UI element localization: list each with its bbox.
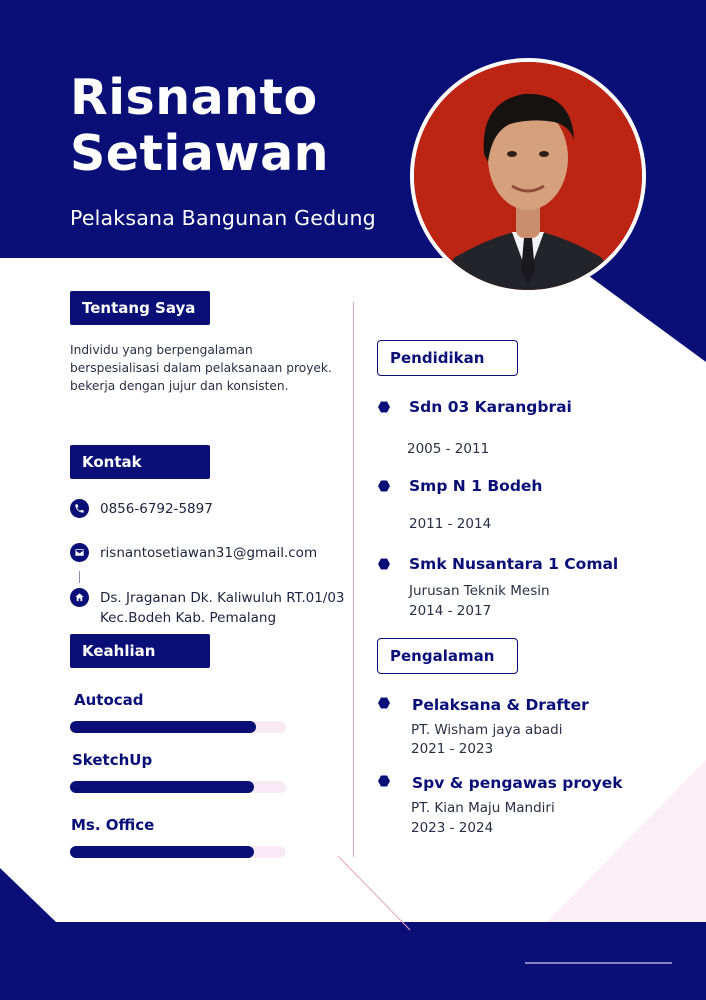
job-title: Pelaksana Bangunan Gedung bbox=[70, 206, 376, 230]
experience-company: PT. Wisham jaya abadi bbox=[411, 722, 563, 738]
contact-phone bbox=[70, 499, 213, 519]
education-years: 2014 - 2017 bbox=[409, 603, 492, 619]
hexagon-bullet-icon bbox=[378, 401, 390, 413]
column-divider bbox=[353, 302, 354, 857]
address-line: Kec.Bodeh Kab. Pemalang bbox=[100, 610, 277, 626]
mail-icon bbox=[70, 543, 89, 562]
address-line: Ds. Jraganan Dk. Kaliwuluh RT.01/03 bbox=[100, 590, 345, 606]
education-school: Sdn 03 Karangbrai bbox=[409, 398, 572, 416]
experience-company: PT. Kian Maju Mandiri bbox=[411, 800, 555, 816]
skill-name: SketchUp bbox=[72, 751, 153, 769]
phone-number: 0856-6792-5897 bbox=[100, 501, 213, 517]
about-line: Individu yang berpengalaman bbox=[70, 343, 253, 357]
about-heading: Tentang Saya bbox=[70, 291, 210, 325]
address-text bbox=[100, 588, 345, 628]
contact-address bbox=[70, 588, 345, 628]
hexagon-bullet-icon bbox=[378, 697, 390, 709]
skill-bar-fill bbox=[70, 781, 254, 793]
phone-icon bbox=[70, 499, 89, 518]
skill-bar-fill bbox=[70, 721, 256, 733]
experience-years: 2021 - 2023 bbox=[411, 741, 494, 757]
skills-heading: Keahlian bbox=[70, 634, 210, 668]
experience-heading: Pengalaman bbox=[377, 638, 518, 674]
first-name: Risnanto bbox=[70, 69, 318, 126]
skill-bar-track bbox=[70, 846, 286, 858]
experience-years: 2023 - 2024 bbox=[411, 820, 494, 836]
skill-bar-fill bbox=[70, 846, 254, 858]
education-school: Smk Nusantara 1 Comal bbox=[409, 555, 619, 573]
hexagon-bullet-icon bbox=[378, 775, 390, 787]
experience-role: Pelaksana & Drafter bbox=[412, 696, 589, 714]
about-line: berspesialisasi dalam pelaksanaan proyek. bbox=[70, 361, 332, 375]
hexagon-bullet-icon bbox=[378, 480, 390, 492]
last-name: Setiawan bbox=[70, 125, 330, 182]
full-name bbox=[70, 70, 329, 182]
skill-name: Ms. Office bbox=[71, 816, 155, 834]
skill-bar-track bbox=[70, 781, 286, 793]
about-text bbox=[70, 341, 350, 395]
contact-heading: Kontak bbox=[70, 445, 210, 479]
hexagon-bullet-icon bbox=[378, 558, 390, 570]
email-address: risnantosetiawan31@gmail.com bbox=[100, 545, 318, 561]
education-years: 2005 - 2011 bbox=[407, 441, 490, 457]
skill-bar-track bbox=[70, 721, 286, 733]
contact-email bbox=[70, 543, 317, 563]
profile-photo bbox=[410, 58, 646, 294]
experience-role: Spv & pengawas proyek bbox=[412, 774, 623, 792]
person-portrait-icon bbox=[414, 62, 642, 290]
education-years: 2011 - 2014 bbox=[409, 516, 492, 532]
about-line: bekerja dengan jujur dan konsisten. bbox=[70, 379, 289, 393]
education-heading: Pendidikan bbox=[377, 340, 518, 376]
education-detail: Jurusan Teknik Mesin bbox=[409, 583, 550, 599]
education-school: Smp N 1 Bodeh bbox=[409, 477, 543, 495]
contact-connector bbox=[79, 571, 80, 583]
skill-name: Autocad bbox=[74, 691, 144, 709]
home-icon bbox=[70, 588, 89, 607]
